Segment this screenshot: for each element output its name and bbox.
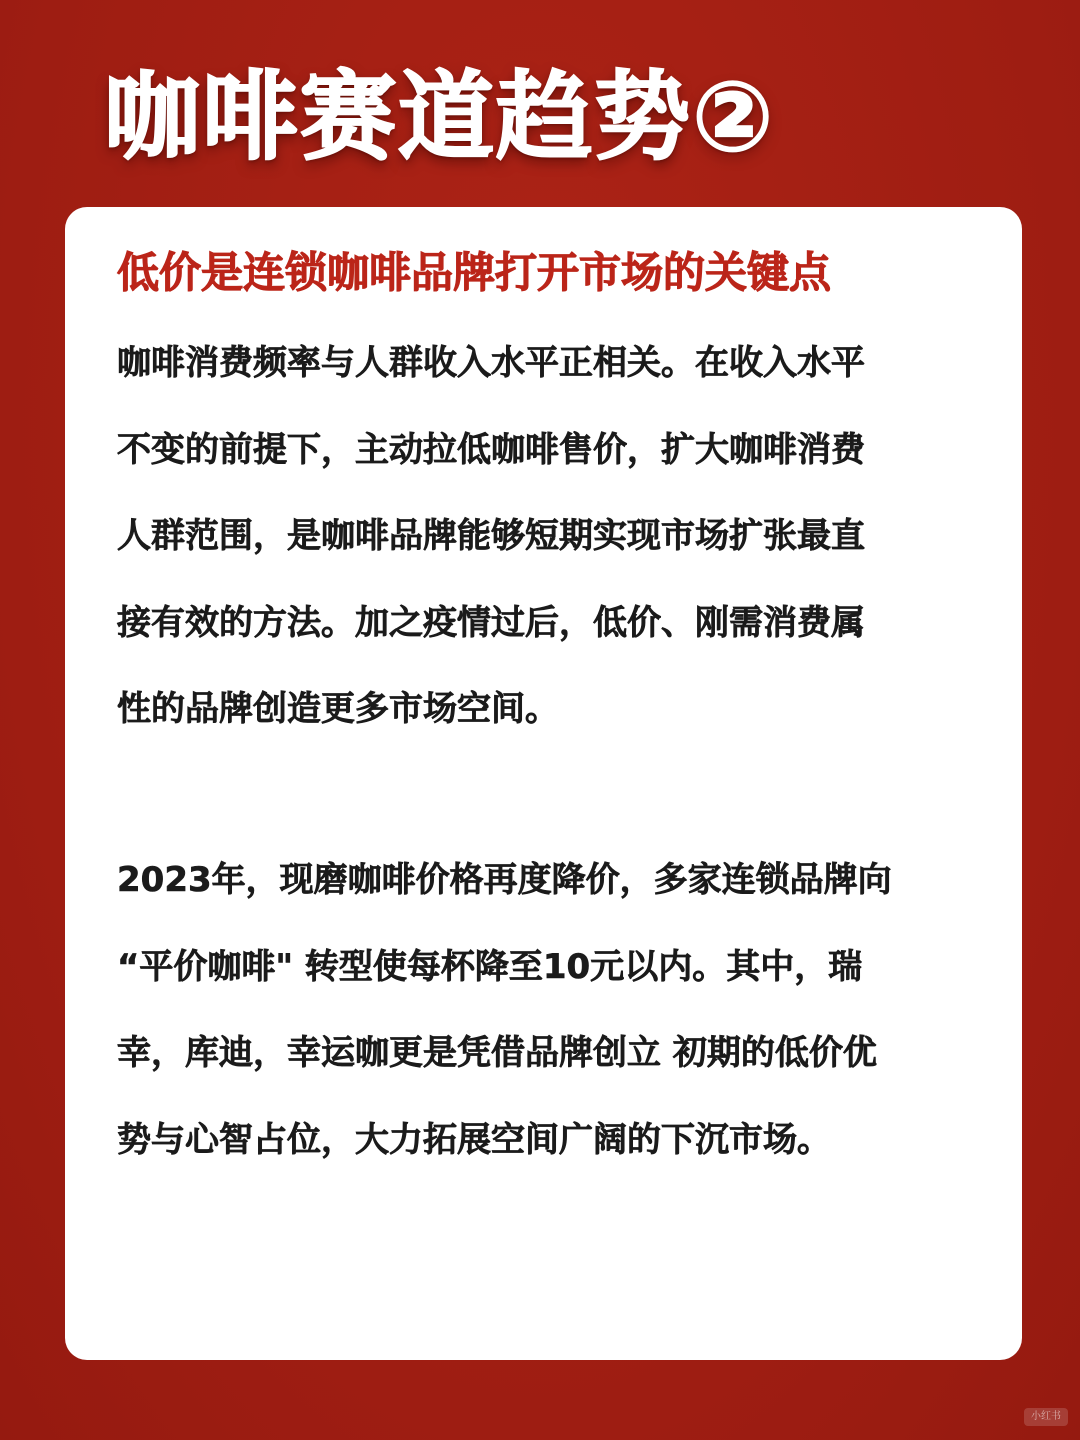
- watermark-logo: 小红书: [1024, 1408, 1068, 1426]
- paragraph-2-line: 幸，库迪，幸运咖更是凭借品牌创立 初期的低价优: [117, 1033, 877, 1073]
- paragraph-1-line: 人群范围，是咖啡品牌能够短期实现市场扩张最直: [117, 516, 865, 556]
- paragraph-2-line: 2023年，现磨咖啡价格再度降价，多家连锁品牌向: [117, 860, 892, 900]
- card-subtitle: 低价是连锁咖啡品牌打开市场的关键点: [117, 248, 832, 297]
- content-card: [65, 207, 1022, 1360]
- paragraph-2-line: 势与心智占位，大力拓展空间广阔的下沉市场。: [117, 1119, 831, 1160]
- paragraph-1: [117, 320, 977, 753]
- page-title: 咖啡赛道趋势②: [104, 61, 776, 173]
- paragraph-2: [117, 837, 977, 1183]
- paragraph-1-line: 性的品牌创造更多市场空间。: [117, 689, 559, 729]
- paragraph-1-line: 接有效的方法。加之疫情过后，低价、刚需消费属: [117, 602, 865, 643]
- paragraph-1-line: 不变的前提下，主动拉低咖啡售价，扩大咖啡消费: [117, 429, 865, 470]
- paragraph-2-line: “平价咖啡" 转型使每杯降至10元以内。其中，瑞: [117, 946, 863, 987]
- paragraph-1-line: 咖啡消费频率与人群收入水平正相关。在收入水平: [117, 343, 865, 383]
